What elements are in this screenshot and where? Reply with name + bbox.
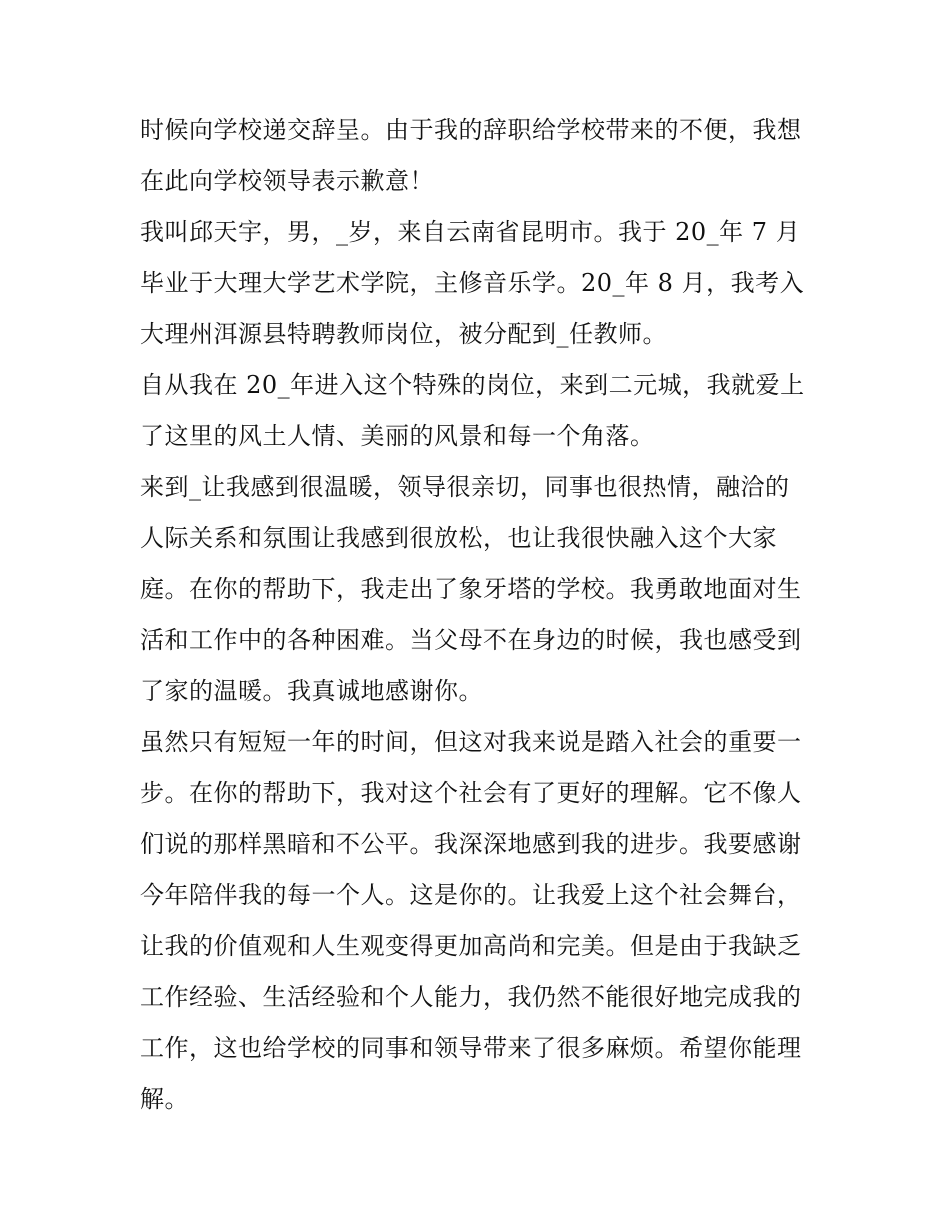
text-line: 了这里的风土人情、美丽的风景和每一个角落。 xyxy=(140,422,655,450)
text-line: 今年陪伴我的每一个人。这是你的。让我爱上这个社会舞台， xyxy=(140,881,802,909)
text-line: 庭。在你的帮助下，我走出了象牙塔的学校。我勇敢地面对生 xyxy=(140,575,802,603)
text-line: 工作经验、生活经验和个人能力，我仍然不能很好地完成我的 xyxy=(140,983,802,1011)
text-line: 自从我在 20_年进入这个特殊的岗位，来到二元城，我就爱上 xyxy=(140,371,805,399)
text-line: 毕业于大理大学艺术学院，主修音乐学。20_年 8 月，我考入 xyxy=(140,269,805,297)
text-line: 在此向学校领导表示歉意！ xyxy=(140,167,434,195)
text-line: 虽然只有短短一年的时间，但这对我来说是踏入社会的重要一 xyxy=(140,728,802,756)
text-line: 让我的价值观和人生观变得更加高尚和完美。但是由于我缺乏 xyxy=(140,932,802,960)
text-line: 工作，这也给学校的同事和领导带来了很多麻烦。希望你能理 xyxy=(140,1034,802,1062)
text-line: 我叫邱天宇，男，_岁，来自云南省昆明市。我于 20_年 7 月 xyxy=(140,218,801,246)
text-line: 时候向学校递交辞呈。由于我的辞职给学校带来的不便，我想 xyxy=(140,116,802,144)
text-line: 来到_让我感到很温暖，领导很亲切，同事也很热情，融洽的 xyxy=(140,473,790,501)
text-line: 解。 xyxy=(140,1085,189,1113)
text-line: 步。在你的帮助下，我对这个社会有了更好的理解。它不像人 xyxy=(140,779,802,807)
document-body xyxy=(140,105,812,1125)
text-line: 活和工作中的各种困难。当父母不在身边的时候，我也感受到 xyxy=(140,626,802,654)
text-line: 大理州洱源县特聘教师岗位，被分配到_任教师。 xyxy=(140,320,667,348)
text-line: 们说的那样黑暗和不公平。我深深地感到我的进步。我要感谢 xyxy=(140,830,802,858)
text-line: 了家的温暖。我真诚地感谢你。 xyxy=(140,677,483,705)
text-line: 人际关系和氛围让我感到很放松，也让我很快融入这个大家 xyxy=(140,524,777,552)
